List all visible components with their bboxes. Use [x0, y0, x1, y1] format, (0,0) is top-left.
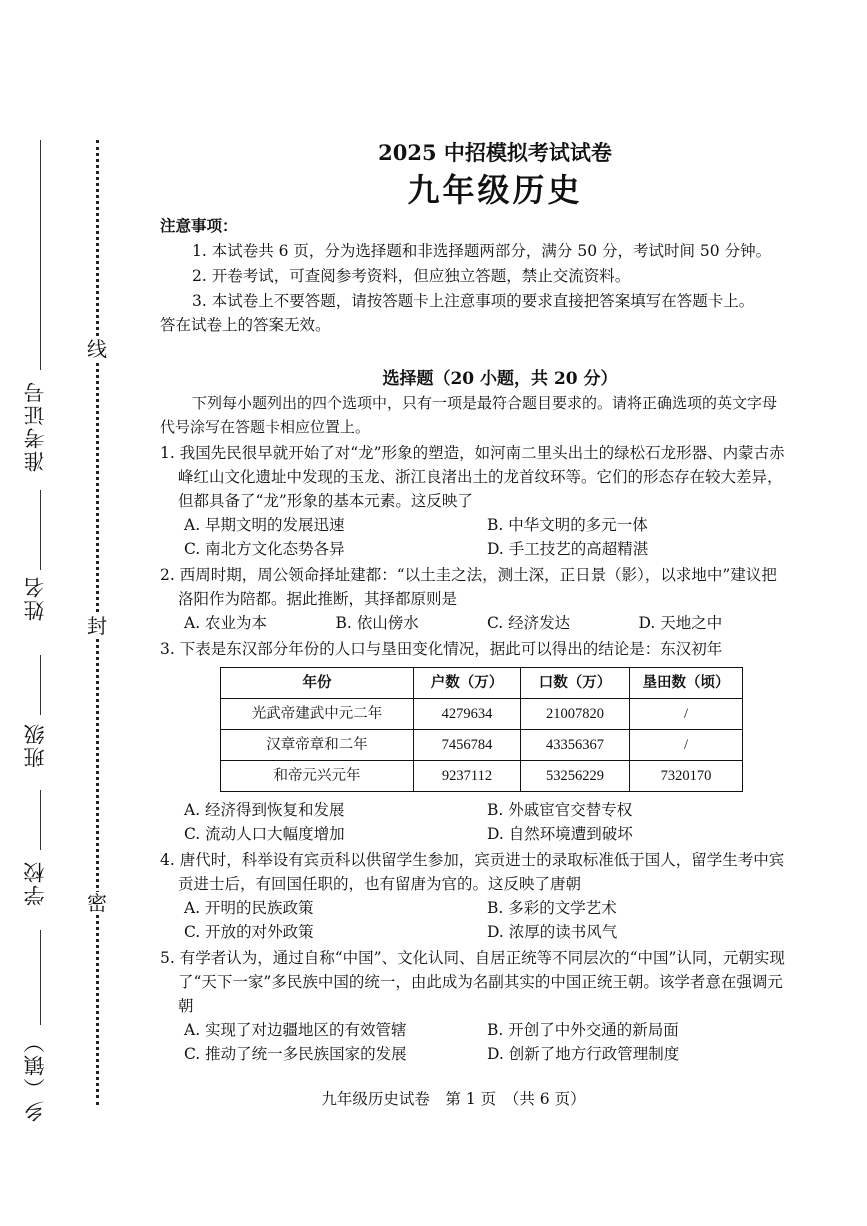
option-a: A. 农业为本: [184, 614, 268, 632]
table-cell: 和帝元兴元年: [221, 761, 414, 792]
option-a: A. 早期文明的发展迅速: [184, 516, 345, 534]
options: [160, 798, 790, 846]
notice-continuation: 答在试卷上的答案无效。: [160, 316, 331, 334]
options: [160, 611, 790, 635]
option-d: D. 手工技艺的高超精湛: [487, 540, 649, 558]
option-c: C. 流动人口大幅度增加: [184, 825, 345, 843]
school-blank: [40, 790, 41, 850]
exam-title: 九年级历史: [407, 171, 583, 209]
question-3: [160, 637, 790, 846]
option-a: A. 开明的民族政策: [184, 899, 314, 917]
options: [160, 896, 790, 944]
question-2: [160, 563, 790, 635]
question-stem: 3. 下表是东汉部分年份的人口与垦田变化情况，据此可以得出的结论是：东汉初年: [160, 640, 723, 658]
question-stem: 5. 有学者认为，通过自称“中国”、文化认同、自居正统等不同层次的“中国”认同，元朝实现了“天下一家”多民族中国的统一，由此成为名副其实的中国正统王朝。该学者意在强调元朝: [160, 949, 785, 1015]
options: [160, 513, 790, 561]
table-cell: 9237112: [414, 761, 521, 792]
table-cell: /: [630, 730, 743, 761]
population-table: [220, 667, 743, 792]
notice-item-2: 2. 开卷考试，可查阅参考资料，但应独立答题，禁止交流资料。: [192, 267, 631, 285]
option-b: B. 依山傍水: [335, 614, 419, 632]
question-5: [160, 946, 790, 1066]
exam-number-label: 准考证号: [23, 380, 47, 472]
table-header: 口数（万）: [521, 668, 630, 699]
option-a: A. 实现了对边疆地区的有效管辖: [184, 1021, 407, 1039]
question-stem: 1. 我国先民很早就开始了对“龙”形象的塑造，如河南二里头出土的绿松石龙形器、内蒙古赤峰红山文化遗址中发现的玉龙、浙江良渚出土的龙首纹环等。它们的形态存在较大差异，但都具备了“龙”形象的基本元素。这反映了: [160, 444, 785, 510]
exam-content: [160, 138, 790, 1066]
table-row: [221, 699, 743, 730]
option-c: C. 经济发达: [487, 614, 571, 632]
section-title: 选择题（20 小题，共 20 分）: [382, 369, 618, 389]
question-1: [160, 441, 790, 561]
question-4: [160, 848, 790, 944]
township-label: 乡（镇）: [23, 1030, 47, 1122]
option-c: C. 南北方文化态势各异: [184, 540, 345, 558]
binding-mark-seal: 封: [87, 614, 107, 638]
table-header-row: [221, 668, 743, 699]
class-label: 班级: [23, 722, 47, 768]
table-cell: 21007820: [521, 699, 630, 730]
page-footer: 九年级历史试卷 第 1 页 （共 6 页）: [321, 1090, 586, 1108]
option-b: B. 中华文明的多元一体: [487, 516, 648, 534]
table-cell: 汉章帝章和二年: [221, 730, 414, 761]
table-cell: 4279634: [414, 699, 521, 730]
option-c: C. 推动了统一多民族国家的发展: [184, 1045, 407, 1063]
table-cell: 53256229: [521, 761, 630, 792]
table-header: 垦田数（顷）: [630, 668, 743, 699]
school-label: 学校: [23, 860, 47, 906]
exam-number-blank: [40, 140, 41, 370]
option-d: D. 浓厚的读书风气: [487, 923, 618, 941]
exam-subtitle: 2025 中招模拟考试试卷: [378, 140, 612, 165]
table-cell: 7456784: [414, 730, 521, 761]
table-cell: 7320170: [630, 761, 743, 792]
notice-heading: 注意事项：: [160, 216, 238, 235]
table-header: 年份: [221, 668, 414, 699]
option-a: A. 经济得到恢复和发展: [184, 801, 345, 819]
table-cell: 光武帝建武中元二年: [221, 699, 414, 730]
option-c: C. 开放的对外政策: [184, 923, 314, 941]
section-instructions: 下列每小题列出的四个选项中，只有一项是最符合题目要求的。请将正确选项的英文字母代号涂写在答题卡相应位置上。: [160, 394, 778, 436]
class-blank: [40, 655, 41, 715]
option-b: B. 外戚宦官交替专权: [487, 801, 633, 819]
notice-item-1: 1. 本试卷共 6 页，分为选择题和非选择题两部分，满分 50 分，考试时间 50 分钟。: [192, 242, 772, 260]
option-d: D. 创新了地方行政管理制度: [487, 1045, 680, 1063]
binding-mark-secret: 密: [87, 891, 107, 915]
name-blank: [40, 490, 41, 570]
table-row: [221, 761, 743, 792]
notice-item-3: 3. 本试卷上不要答题，请按答题卡上注意事项的要求直接把答案填写在答题卡上。: [192, 292, 755, 310]
question-stem: 2. 西周时期，周公领命择址建都：“以土圭之法，测土深，正日景（影），以求地中”建议把洛阳作为陪都。据此推断，其择都原则是: [160, 566, 777, 608]
option-b: B. 开创了中外交通的新局面: [487, 1021, 679, 1039]
name-label: 姓名: [23, 575, 47, 621]
table-cell: /: [630, 699, 743, 730]
question-stem: 4. 唐代时，科举设有宾贡科以供留学生参加，宾贡进士的录取标准低于国人，留学生考中宾贡进士后，有回国任职的，也有留唐为官的。这反映了唐朝: [160, 851, 785, 893]
table-row: [221, 730, 743, 761]
township-blank: [40, 930, 41, 1025]
option-b: B. 多彩的文学艺术: [487, 899, 617, 917]
options: [160, 1018, 790, 1066]
binding-mark-line: 线: [87, 337, 107, 361]
table-cell: 43356367: [521, 730, 630, 761]
option-d: D. 天地之中: [638, 614, 723, 632]
option-d: D. 自然环境遭到破坏: [487, 825, 633, 843]
table-header: 户数（万）: [414, 668, 521, 699]
